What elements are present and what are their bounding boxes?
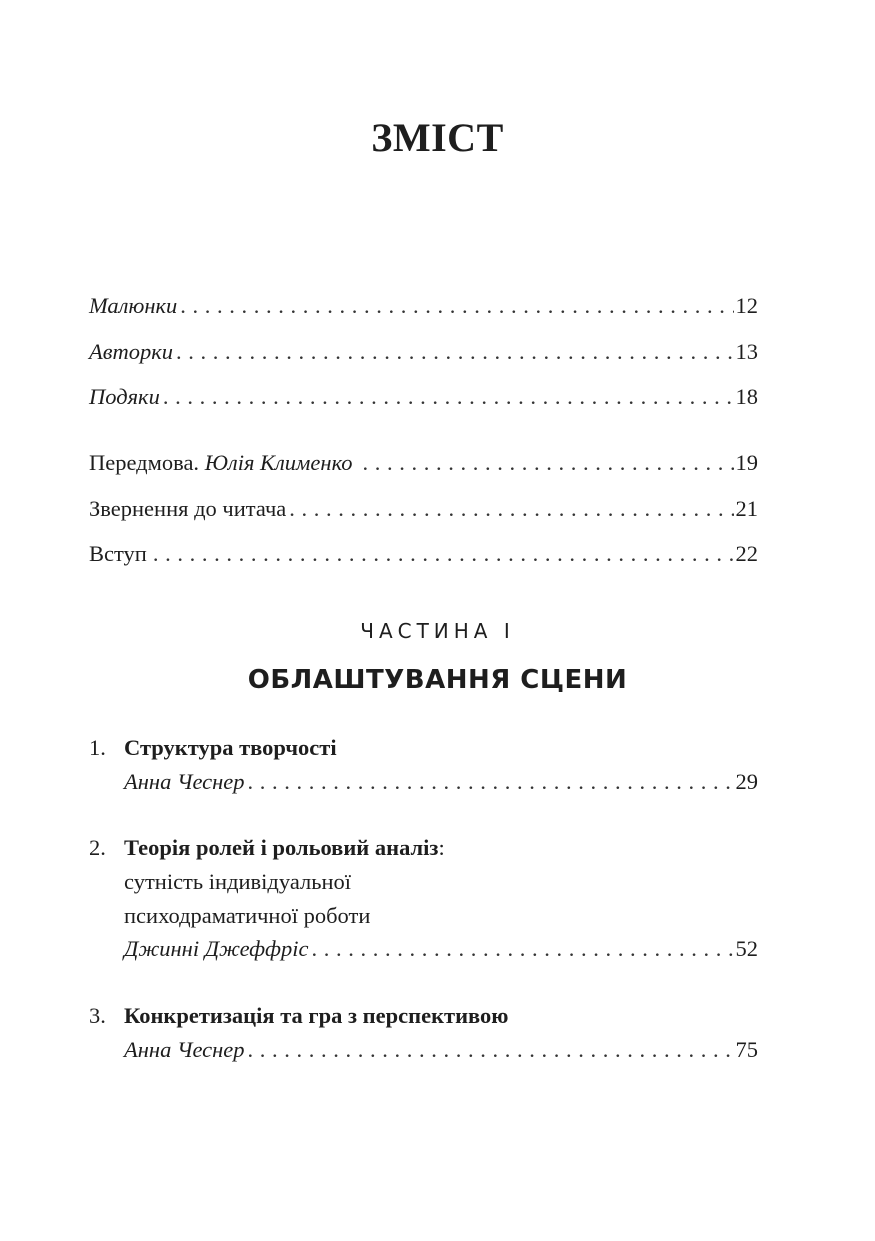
toc-entry-address-to-reader[interactable] (89, 494, 758, 524)
page-title: ЗМІСТ (371, 115, 504, 160)
toc-entry-introduction[interactable] (89, 539, 758, 569)
toc-entry-acknowledgements[interactable] (89, 382, 758, 412)
chapter-title: Структура творчості (124, 735, 337, 760)
dot-leader (363, 448, 734, 478)
page-number: 12 (735, 293, 758, 318)
chapter-subtitle-line: психодраматичної роботи (124, 903, 371, 928)
chapter-number: 3. (89, 1003, 106, 1028)
dot-leader (163, 382, 734, 412)
chapter-2-heading[interactable] (89, 833, 769, 863)
chapter-1-heading[interactable] (89, 733, 769, 763)
chapter-number: 1. (89, 735, 106, 760)
chapter-subtitle-line: сутність індивідуальної (124, 869, 352, 894)
toc-entry-illustrations[interactable] (89, 291, 758, 321)
dot-leader (176, 337, 733, 367)
chapter-1-author-line[interactable] (124, 767, 758, 797)
chapter-3-heading[interactable] (89, 1001, 769, 1031)
part-label: ЧАСТИНА І (360, 619, 515, 643)
toc-entry-label: Вступ (89, 541, 147, 566)
page-number: 22 (735, 541, 758, 566)
chapter-author: Джинні Джеффріс (124, 936, 309, 961)
dot-leader (312, 934, 734, 964)
dot-leader (248, 1035, 734, 1065)
dot-leader (289, 494, 733, 524)
toc-entry-label: Подяки (89, 384, 160, 409)
dot-leader (248, 767, 734, 797)
toc-entry-label: Передмова. (89, 450, 200, 475)
chapter-title: Конкретизація та гра з перспективою (124, 1003, 509, 1028)
toc-entry-foreword[interactable] (89, 448, 758, 478)
chapter-title-suffix: : (438, 835, 445, 860)
page-number: 18 (735, 384, 758, 409)
toc-entry-author: Юлія Клименко (204, 450, 353, 475)
chapter-author: Анна Чеснер (124, 1037, 245, 1062)
toc-entry-label: Звернення до читача (89, 496, 287, 521)
page-number: 19 (735, 450, 758, 475)
page-number: 52 (735, 936, 758, 961)
page-number: 13 (735, 339, 758, 364)
chapter-number: 2. (89, 835, 106, 860)
page-number: 29 (735, 769, 758, 794)
part-title: ОБЛАШТУВАННЯ СЦЕНИ (247, 665, 628, 695)
chapter-title: Теорія ролей і рольовий аналіз (124, 835, 439, 860)
chapter-author: Анна Чеснер (124, 769, 245, 794)
page-number: 75 (735, 1037, 758, 1062)
toc-entry-authors[interactable] (89, 337, 758, 367)
chapter-3-author-line[interactable] (124, 1035, 758, 1065)
dot-leader (153, 539, 734, 569)
page-number: 21 (735, 496, 758, 521)
chapter-2-author-line[interactable] (124, 934, 758, 964)
toc-entry-label: Авторки (89, 339, 174, 364)
toc-entry-label: Малюнки (89, 293, 178, 318)
dot-leader (180, 291, 733, 321)
